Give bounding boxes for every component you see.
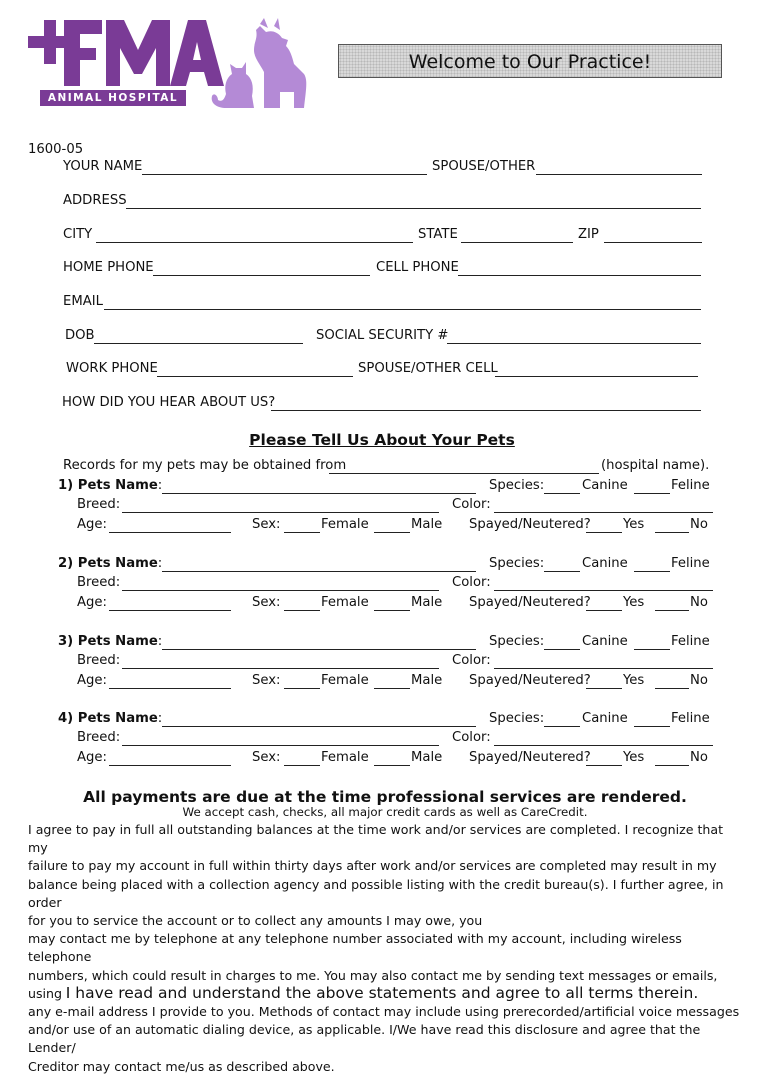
age-label: Age: <box>77 517 107 532</box>
no-check-field[interactable] <box>655 688 689 689</box>
species-label: Species: <box>489 634 545 649</box>
cell-phone-label: CELL PHONE <box>376 260 459 275</box>
breed-field[interactable] <box>122 745 439 746</box>
how-hear-label: HOW DID YOU HEAR ABOUT US? <box>62 395 276 410</box>
breed-field[interactable] <box>122 668 439 669</box>
sex-label: Sex: <box>252 595 281 610</box>
feline-check-field[interactable] <box>634 493 670 494</box>
ssn-field[interactable] <box>447 343 701 344</box>
yes-check-field[interactable] <box>586 765 622 766</box>
pet-name-label <box>58 556 162 572</box>
state-label: STATE <box>418 227 458 242</box>
male-label: Male <box>411 595 443 610</box>
color-label: Color: <box>452 575 491 590</box>
ssn-label: SOCIAL SECURITY # <box>316 328 449 343</box>
no-check-field[interactable] <box>655 765 689 766</box>
pet-name-text: Pets Name <box>77 478 158 493</box>
final-statement: I have read and understand the above statements and agree to all terms therein. <box>65 984 699 1002</box>
female-check-field[interactable] <box>284 532 320 533</box>
male-label: Male <box>411 517 443 532</box>
address-field[interactable] <box>126 208 701 209</box>
yes-label: Yes <box>623 673 645 688</box>
dob-label: DOB <box>65 328 95 343</box>
payment-heading: All payments are due at the time professional services are rendered. <box>83 788 687 806</box>
canine-check-field[interactable] <box>544 571 580 572</box>
yes-check-field[interactable] <box>586 688 622 689</box>
pets-heading-text: Please Tell Us About Your Pets <box>249 431 515 449</box>
male-label: Male <box>411 750 443 765</box>
pet-name-colon: : <box>157 478 163 493</box>
feline-label: Feline <box>671 556 710 571</box>
spouse-cell-field[interactable] <box>495 376 698 377</box>
pet-name-colon: : <box>157 634 163 649</box>
species-label: Species: <box>489 711 545 726</box>
logo <box>28 16 310 108</box>
zip-label: ZIP <box>578 227 599 242</box>
species-label: Species: <box>489 556 545 571</box>
records-label: Records for my pets may be obtained from <box>63 458 347 473</box>
email-label: EMAIL <box>63 294 103 309</box>
female-check-field[interactable] <box>284 688 320 689</box>
your-name-label: YOUR NAME <box>63 159 143 174</box>
welcome-banner-text: Welcome to Our Practice! <box>408 51 652 73</box>
yes-label: Yes <box>623 595 645 610</box>
age-label: Age: <box>77 750 107 765</box>
pet-name-text: Pets Name <box>77 711 158 726</box>
species-label: Species: <box>489 478 545 493</box>
canine-check-field[interactable] <box>544 649 580 650</box>
female-label: Female <box>321 517 369 532</box>
pet-name-label <box>58 634 162 650</box>
pet-name-label <box>58 711 162 727</box>
spouse-other-label: SPOUSE/OTHER <box>432 159 536 174</box>
email-field[interactable] <box>104 309 701 310</box>
female-label: Female <box>321 750 369 765</box>
color-field[interactable] <box>494 668 713 669</box>
address-label: ADDRESS <box>63 193 127 208</box>
spayed-label: Spayed/Neutered? <box>469 750 591 765</box>
agreement-line: for you to service the account or to collect any amounts I may owe, you <box>28 913 483 929</box>
feline-check-field[interactable] <box>634 726 670 727</box>
age-field[interactable] <box>109 532 231 533</box>
breed-label: Breed: <box>77 497 121 512</box>
spouse-other-field[interactable] <box>536 174 702 175</box>
yes-label: Yes <box>623 750 645 765</box>
canine-label: Canine <box>582 556 628 571</box>
pet-name-text: Pets Name <box>77 634 158 649</box>
yes-check-field[interactable] <box>586 610 622 611</box>
no-label: No <box>690 673 708 688</box>
dob-field[interactable] <box>94 343 303 344</box>
no-label: No <box>690 750 708 765</box>
pet-name-colon: : <box>157 556 163 571</box>
pet-name-text: Pets Name <box>77 556 158 571</box>
age-field[interactable] <box>109 688 231 689</box>
agreement-line: and/or use of an automatic dialing device, as applicable. I/We have read this disclosure and agree that the Lender/ <box>28 1022 701 1056</box>
agreement-line: I agree to pay in full all outstanding balances at the time work and/or services are completed. I recognize that my <box>28 822 724 856</box>
color-label: Color: <box>452 730 491 745</box>
no-label: No <box>690 595 708 610</box>
color-field[interactable] <box>494 745 713 746</box>
spouse-cell-label: SPOUSE/OTHER CELL <box>358 361 498 376</box>
canine-label: Canine <box>582 478 628 493</box>
age-field[interactable] <box>109 765 231 766</box>
breed-label: Breed: <box>77 653 121 668</box>
color-field[interactable] <box>494 512 713 513</box>
male-check-field[interactable] <box>374 765 410 766</box>
work-phone-label: WORK PHONE <box>66 361 158 376</box>
home-phone-field[interactable] <box>153 275 370 276</box>
pet-number: 2) <box>58 556 74 571</box>
feline-label: Feline <box>671 478 710 493</box>
male-label: Male <box>411 673 443 688</box>
sex-label: Sex: <box>252 517 281 532</box>
your-name-field[interactable] <box>142 174 427 175</box>
breed-label: Breed: <box>77 575 121 590</box>
state-field[interactable] <box>461 242 573 243</box>
pets-heading <box>0 431 764 449</box>
spayed-label: Spayed/Neutered? <box>469 673 591 688</box>
zip-field[interactable] <box>604 242 702 243</box>
breed-field[interactable] <box>122 512 439 513</box>
feline-check-field[interactable] <box>634 649 670 650</box>
payment-subtext: We accept cash, checks, all major credit cards as well as CareCredit. <box>182 805 588 819</box>
agreement-paragraph <box>28 821 743 1076</box>
agreement-line: may contact me by telephone at any telephone number associated with my account, including wireless telephone <box>28 931 682 965</box>
sex-label: Sex: <box>252 673 281 688</box>
female-check-field[interactable] <box>284 610 320 611</box>
canine-check-field[interactable] <box>544 726 580 727</box>
canine-label: Canine <box>582 634 628 649</box>
male-check-field[interactable] <box>374 688 410 689</box>
home-phone-label: HOME PHONE <box>63 260 154 275</box>
color-label: Color: <box>452 497 491 512</box>
cell-phone-field[interactable] <box>458 275 701 276</box>
agreement-line: balance being placed with a collection agency and possible listing with the credit bureau(s). I further agree, in order <box>28 876 724 910</box>
records-hospital-field[interactable] <box>329 473 599 474</box>
male-check-field[interactable] <box>374 610 410 611</box>
pet-name-field[interactable] <box>162 493 476 494</box>
color-label: Color: <box>452 653 491 668</box>
city-field[interactable] <box>96 242 413 243</box>
no-label: No <box>690 517 708 532</box>
pet-name-field[interactable] <box>162 571 476 572</box>
no-check-field[interactable] <box>655 610 689 611</box>
age-label: Age: <box>77 673 107 688</box>
canine-check-field[interactable] <box>544 493 580 494</box>
male-check-field[interactable] <box>374 532 410 533</box>
logo-subtitle: ANIMAL HOSPITAL <box>47 92 179 104</box>
spayed-label: Spayed/Neutered? <box>469 595 591 610</box>
logo-subtitle-bar <box>40 90 186 106</box>
age-label: Age: <box>77 595 107 610</box>
work-phone-field[interactable] <box>157 376 353 377</box>
canine-label: Canine <box>582 711 628 726</box>
agreement-line: numbers, which could result in charges to me. You may also contact me by sending text messages or emails, using <box>28 967 718 1001</box>
city-label: CITY <box>63 227 93 242</box>
feline-check-field[interactable] <box>634 571 670 572</box>
agreement-line: any e-mail address I provide to you. Methods of contact may include using prerecorded/artificial voice messages <box>28 1004 740 1020</box>
pet-number: 3) <box>58 634 74 649</box>
color-field[interactable] <box>494 590 713 591</box>
sex-label: Sex: <box>252 750 281 765</box>
no-check-field[interactable] <box>655 532 689 533</box>
breed-label: Breed: <box>77 730 121 745</box>
yes-label: Yes <box>623 517 645 532</box>
feline-label: Feline <box>671 634 710 649</box>
pet-name-field[interactable] <box>162 649 476 650</box>
female-label: Female <box>321 595 369 610</box>
how-hear-field[interactable] <box>271 410 701 411</box>
pet-name-label <box>58 478 162 494</box>
form-code: 1600-05 <box>28 142 84 157</box>
pet-name-field[interactable] <box>162 726 476 727</box>
breed-field[interactable] <box>122 590 439 591</box>
pet-name-colon: : <box>157 711 163 726</box>
pet-number: 4) <box>58 711 74 726</box>
feline-label: Feline <box>671 711 710 726</box>
female-check-field[interactable] <box>284 765 320 766</box>
pet-number: 1) <box>58 478 74 493</box>
female-label: Female <box>321 673 369 688</box>
spayed-label: Spayed/Neutered? <box>469 517 591 532</box>
agreement-line: Creditor may contact me/us as described above. <box>28 1058 335 1074</box>
agreement-line: failure to pay my account in full within thirty days after work and/or services are completed may result in my <box>28 858 717 874</box>
welcome-banner <box>338 44 722 78</box>
age-field[interactable] <box>109 610 231 611</box>
records-suffix: (hospital name). <box>601 458 710 473</box>
yes-check-field[interactable] <box>586 532 622 533</box>
